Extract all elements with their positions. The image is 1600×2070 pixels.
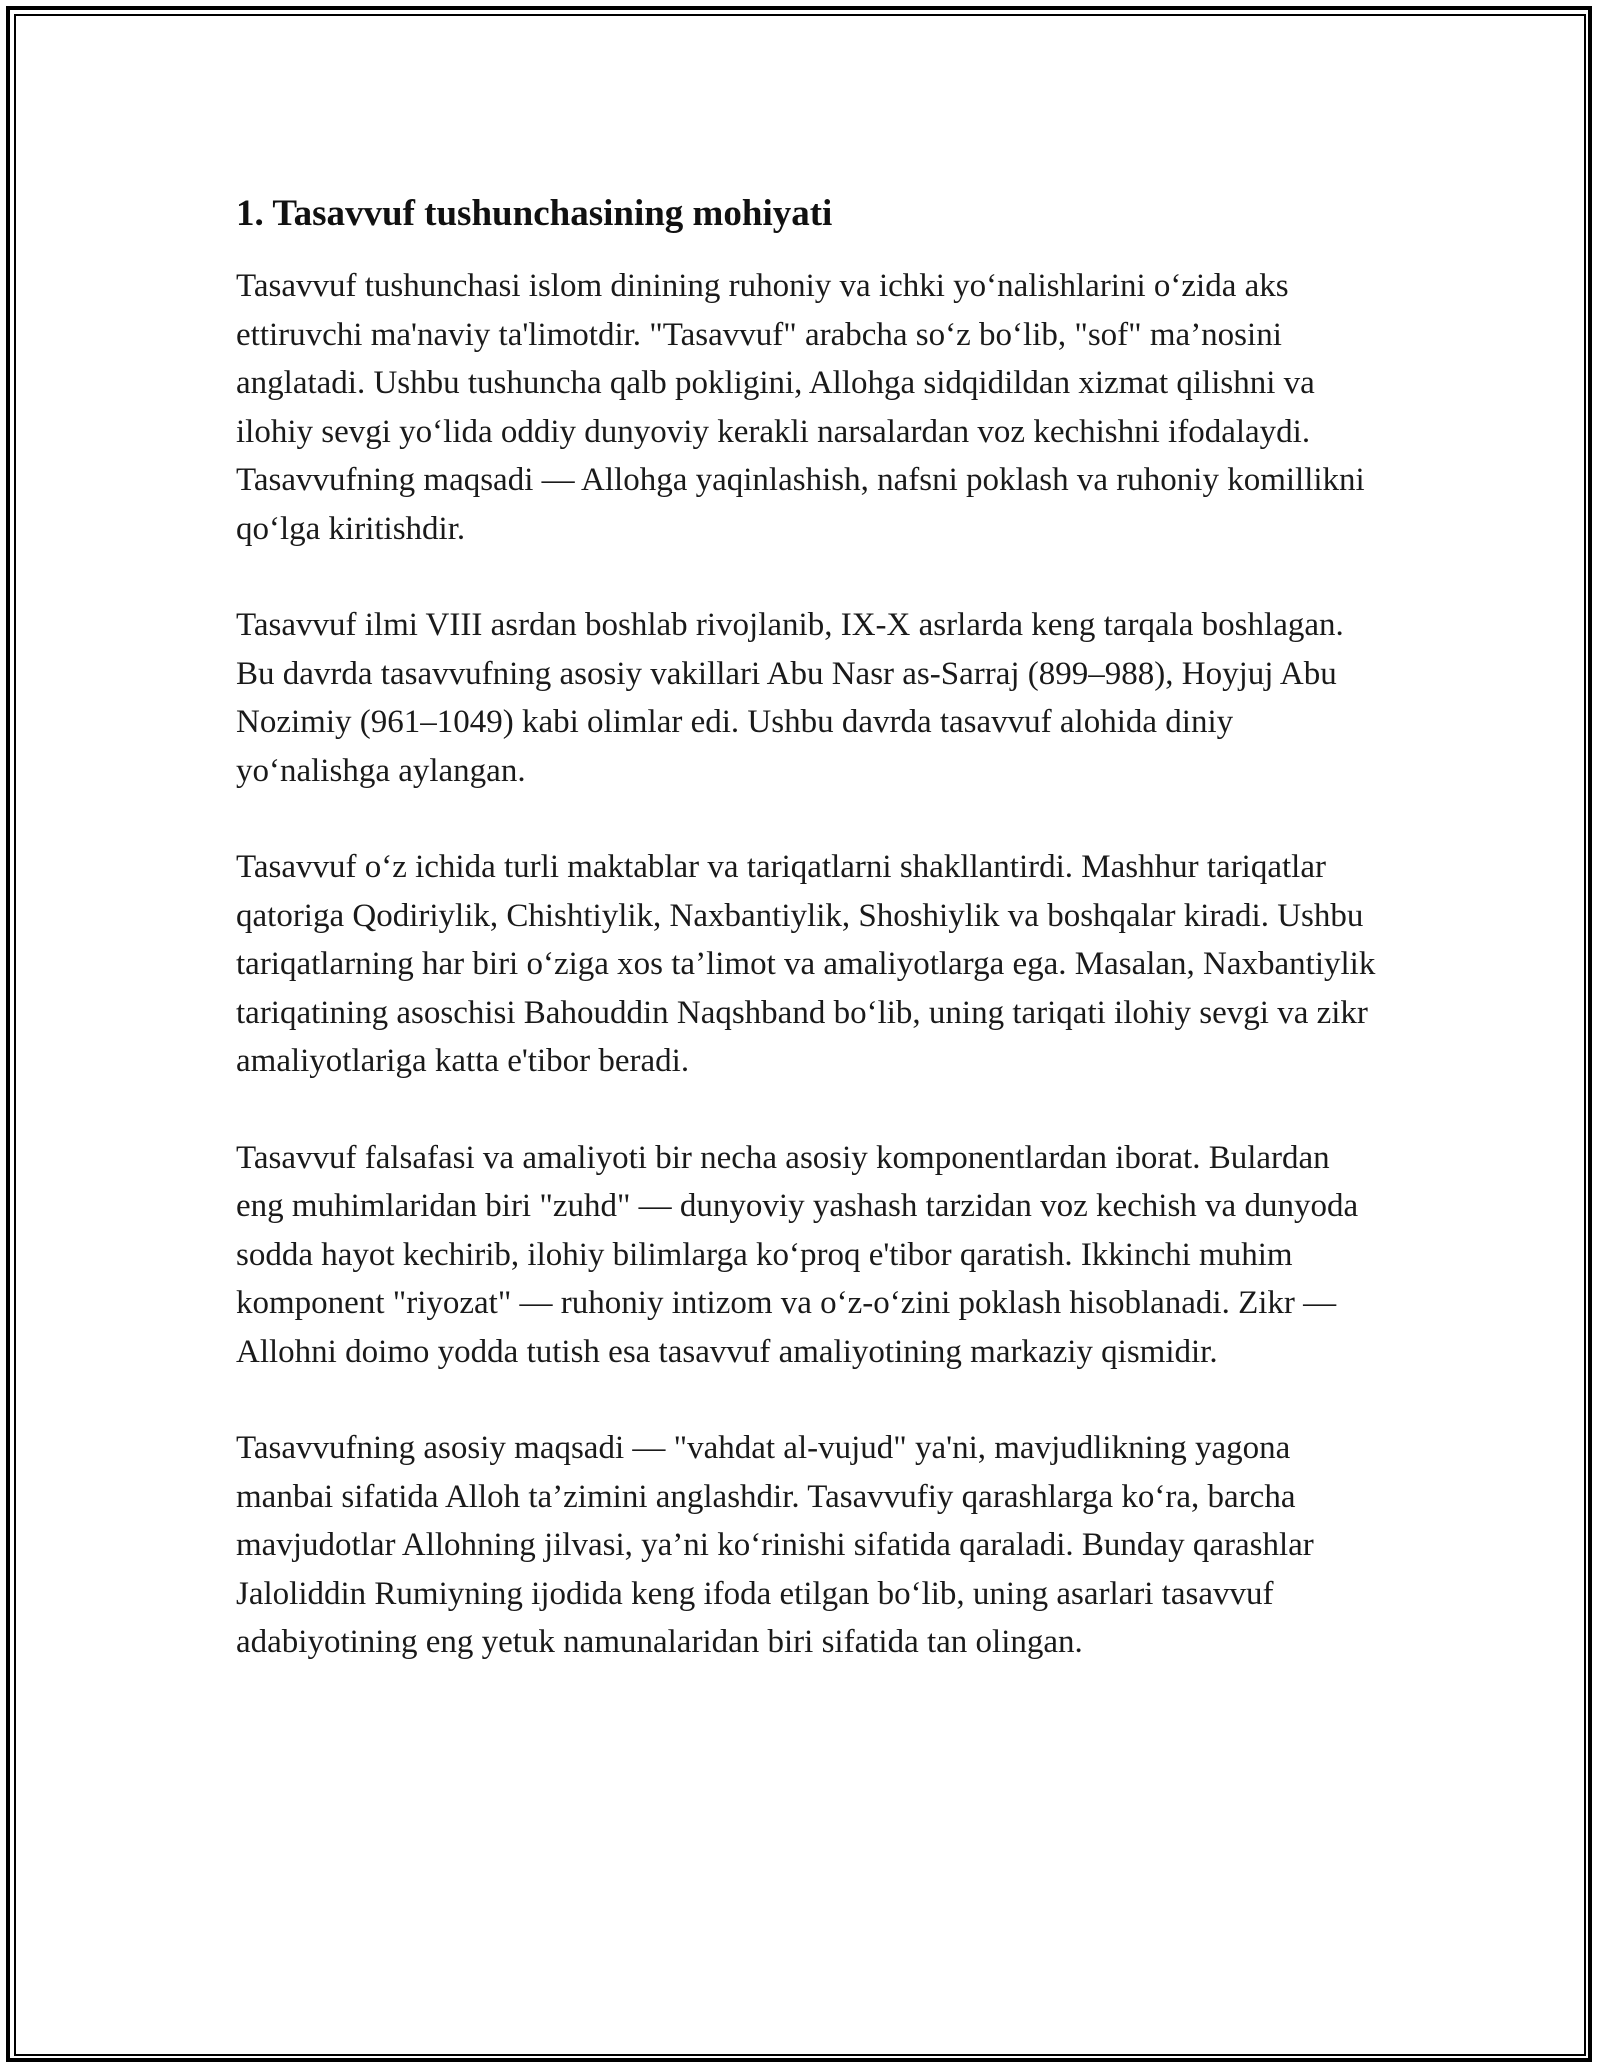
paragraph-1: Tasavvuf tushunchasi islom dinining ruhoniy va ichki yo‘nalishlarini o‘zida aks ettiruvchi ma'naviy ta'limotdir. "Tasavvuf" arabcha so‘z bo‘lib, "sof" ma’nosini anglatadi. Ushbu tushuncha qalb pokligini, Allohga sidqidildan xizmat qilishni va ilohiy sevgi yo‘lida oddiy dunyoviy kerakli narsalardan voz kechishni ifodalaydi. Tasavvufning maqsadi — Allohga yaqinlashish, nafsni poklash va ruhoniy komillikni qo‘lga kiritishdir.: [236, 268, 1365, 547]
paragraph-4: Tasavvuf falsafasi va amaliyoti bir necha asosiy komponentlardan iborat. Bulardan eng muhimlaridan biri "zuhd" — dunyoviy yashash tarzidan voz kechish va dunyoda sodda hayot kechirib, ilohiy bilimlarga ko‘proq e'tibor qaratish. Ikkinchi muhim komponent "riyozat" — ruhoniy intizom va o‘z-o‘zini poklash hisoblanadi. Zikr — Allohni doimo yodda tutish esa tasavvuf amaliyotining markaziy qismidir.: [236, 1139, 1359, 1370]
paragraph-3: Tasavvuf o‘z ichida turli maktablar va tariqatlarni shakllantirdi. Mashhur tariqatlar qatoriga Qodiriylik, Chishtiylik, Naxbantiylik, Shoshiylik va boshqalar kiradi. Ushbu tariqatlarning har biri o‘ziga xos ta’limot va amaliyotlarga ega. Masalan, Naxbantiylik tariqatining asoschisi Bahouddin Naqshband bo‘lib, uning tariqati ilohiy sevgi va zikr amaliyotlariga katta e'tibor beradi.: [236, 849, 1376, 1079]
paragraph-2: Tasavvuf ilmi VIII asrdan boshlab rivojlanib, IX-X asrlarda keng tarqala boshlagan. Bu davrda tasavvufning asosiy vakillari Abu Nasr as-Sarraj (899–988), Hoyjuj Abu Nozimiy (961–1049) kabi olimlar edi. Ushbu davrda tasavvuf alohida diniy yo‘nalishga aylangan.: [236, 607, 1344, 789]
document-body: [236, 188, 1376, 1715]
section-title: 1. Tasavvuf tushunchasining mohiyati: [236, 193, 833, 234]
paragraph-5: Tasavvufning asosiy maqsadi — "vahdat al-vujud" ya'ni, mavjudlikning yagona manbai sifatida Alloh ta’zimini anglashdir. Tasavvufiy qarashlarga ko‘ra, barcha mavjudotlar Allohning jilvasi, ya’ni ko‘rinishi sifatida qaraladi. Bunday qarashlar Jaloliddin Rumiyning ijodida keng ifoda etilgan bo‘lib, uning asarlari tasavvuf adabiyotining eng yetuk namunalaridan biri sifatida tan olingan.: [236, 1430, 1314, 1660]
